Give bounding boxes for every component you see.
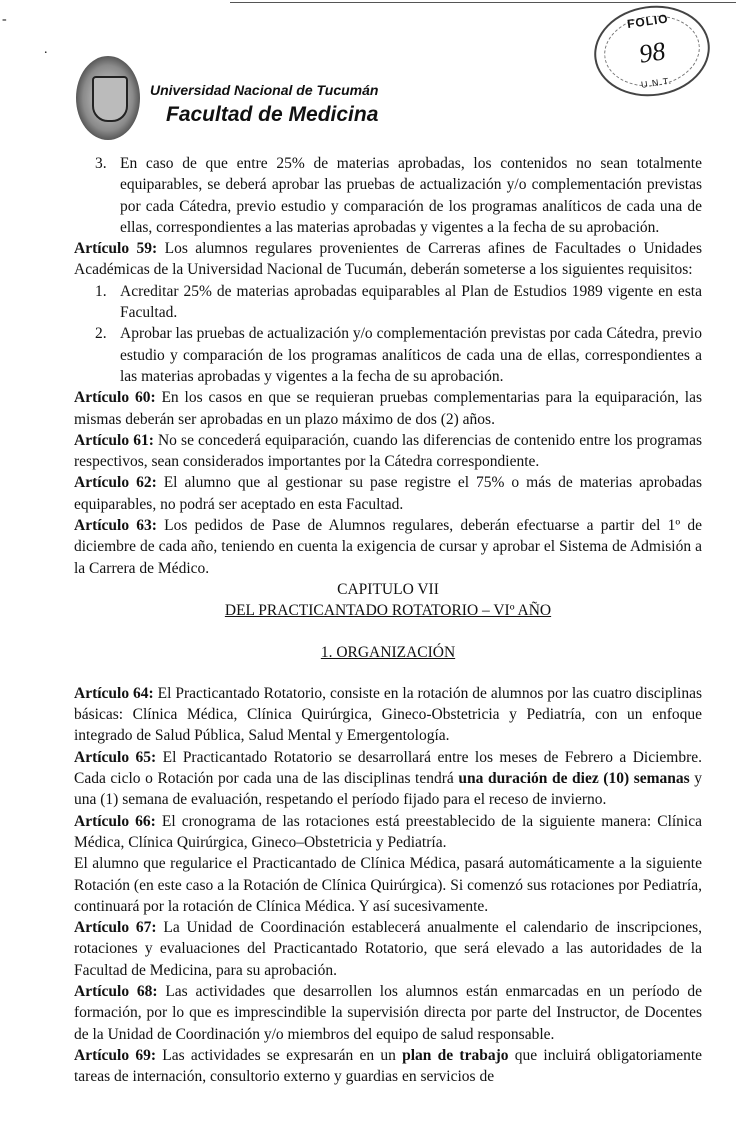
spacer: [74, 663, 702, 683]
article-text: La Unidad de Coordinación establecerá anualmente el calendario de inscripciones, rotaciones y evaluaciones del Practicantado Rotatorio, que será elevado a las autoridades de la Facultad de Medicina, para su aprobación.: [74, 919, 702, 979]
article-text: y una (1) semana de evaluación, respetando el período fijado para el receso de invierno.: [74, 770, 703, 809]
stamp-bottom-text: U.N.T.: [640, 75, 673, 90]
article-emphasis: una duración de diez (10) semanas: [458, 770, 690, 788]
article-66-paragraph: El alumno que regularice el Practicantado de Clínica Médica, pasará automáticamente a la siguiente Rotación (en este caso a la Rotación de Clínica Quirúrgica). Si comenzó sus rotaciones por Pediatría, continuará por la rotación de Clínica Médica. Y así sucesivamente.: [74, 855, 702, 915]
article-label: Artículo 61:: [74, 431, 154, 449]
article-label: Artículo 68:: [74, 982, 158, 1000]
document-body: [74, 153, 702, 1087]
item-number: 1.: [95, 282, 107, 300]
article-label: Artículo 63:: [74, 517, 157, 535]
article-emphasis: plan de trabajo: [402, 1046, 509, 1064]
article-66: [74, 811, 702, 854]
article-61: [74, 430, 702, 473]
article-text: Las actividades que desarrollen los alumnos están enmarcadas en un período de formación, por lo que es imprescindible la supervisión directa por parte del Instructor, de Docentes de la Unidad de Coordinación y/o miembros del equipo de salud responsable.: [74, 982, 702, 1043]
article-label: Artículo 60:: [74, 389, 156, 407]
article-label: Artículo 67:: [74, 919, 157, 937]
article-label: Artículo 65:: [74, 748, 157, 766]
faculty-name: Facultad de Medicina: [166, 103, 379, 126]
article-text: Los pedidos de Pase de Alumnos regulares, deberán efectuarse a partir del 1º de diciembre de cada año, teniendo en cuenta la exigencia de cursar y aprobar el Sistema de Admisión a la Carrera de Médico.: [74, 517, 702, 577]
article-59: [74, 238, 702, 281]
chapter-title: CAPITULO VII: [337, 580, 439, 598]
article-68: [74, 981, 702, 1045]
item-text: Acreditar 25% de materias aprobadas equiparables al Plan de Estudios 1989 vigente en esta Facultad.: [120, 282, 702, 322]
folio-stamp: [588, 0, 715, 104]
article-text: El Practicantado Rotatorio se desarrollará entre los meses de Febrero a Diciembre. Cada ciclo o Rotación por cada una de las disciplinas tendrá: [74, 748, 702, 788]
article-label: Artículo 66:: [74, 812, 156, 830]
requirements-list: [74, 281, 702, 387]
article-text: El alumno que al gestionar su pase registre el 75% o más de materias aprobadas equiparables, no podrá ser aceptado en esta Facultad.: [74, 474, 702, 513]
article-label: Artículo 69:: [74, 1046, 157, 1064]
article-63: [74, 515, 702, 579]
article-label: Artículo 62:: [74, 474, 157, 492]
page-dot: .: [44, 42, 48, 57]
article-text: No se concederá equiparación, cuando las diferencias de contenido entre los programas respectivos, sean considerados importantes por la Cátedra correspondiente.: [74, 431, 702, 471]
article-69: [74, 1045, 702, 1088]
stamp-top-text: FOLIO: [626, 11, 670, 32]
item-number: 2.: [95, 325, 107, 343]
article-text: El Practicantado Rotatorio, consiste en la rotación de alumnos por las cuatro disciplinas básicas: Clínica Médica, Clínica Quirúrgica, Gineco-Obstetricia y Pediatría, con un enfoque integrado de Salud Pública, Salud Mental y Emergentología.: [74, 684, 702, 745]
item-text: En caso de que entre 25% de materias aprobadas, los contenidos no sean totalmente equiparables, se deberá aprobar las pruebas de actualización y/o complementación previstas por cada Cátedra, previo estudio y comparación de los programas analíticos de cada una de ellas, correspondientes a las materias aprobadas y vigentes a la fecha de su aprobación.: [120, 155, 702, 236]
item-number: 3.: [95, 155, 107, 172]
article-text: Los alumnos regulares provenientes de Carreras afines de Facultades o Unidades Académicas de la Universidad Nacional de Tucumán, deberán someterse a los siguientes requisitos:: [74, 240, 702, 279]
section-title: 1. ORGANIZACIÓN: [320, 643, 456, 661]
article-67: [74, 917, 702, 981]
top-border-line: [230, 2, 736, 3]
list-item: [74, 323, 702, 387]
article-label: Artículo 64:: [74, 684, 154, 702]
article-text: En los casos en que se requieran pruebas complementarias para la equiparación, las mismas deberán ser aprobadas en un plazo máximo de dos (2) años.: [74, 389, 702, 428]
university-name: Universidad Nacional de Tucumán: [150, 82, 379, 98]
university-seal-icon: [76, 56, 140, 140]
article-text: Las actividades se expresarán en un: [156, 1046, 403, 1064]
article-text: El cronograma de las rotaciones está preestablecido de la siguiente manera: Clínica Médica, Clínica Quirúrgica, Gineco–Obstetricia y Pediatría.: [74, 812, 702, 851]
chapter-subtitle: DEL PRACTICANTADO ROTATORIO – VIº AÑO: [224, 602, 552, 620]
spacer: [74, 622, 702, 642]
article-text: que incluirá obligatoriamente tareas de internación, consultorio externo y guardias en servicios de: [74, 1046, 703, 1086]
item-text: Aprobar las pruebas de actualización y/o complementación previstas por cada Cátedra, previo estudio y comparación de los programas analíticos de cada una de ellas, correspondientes a las materias aprobadas y vigentes a la fecha de su aprobación.: [120, 325, 702, 385]
list-item: [74, 281, 702, 324]
article-60: [74, 387, 702, 430]
stamp-folio-number: 98: [637, 36, 668, 69]
list-item: [74, 153, 702, 238]
article-65: [74, 747, 702, 811]
article-62: [74, 472, 702, 515]
article-64: [74, 683, 702, 747]
article-label: Artículo 59:: [74, 240, 158, 258]
page-mark: -: [2, 12, 7, 27]
